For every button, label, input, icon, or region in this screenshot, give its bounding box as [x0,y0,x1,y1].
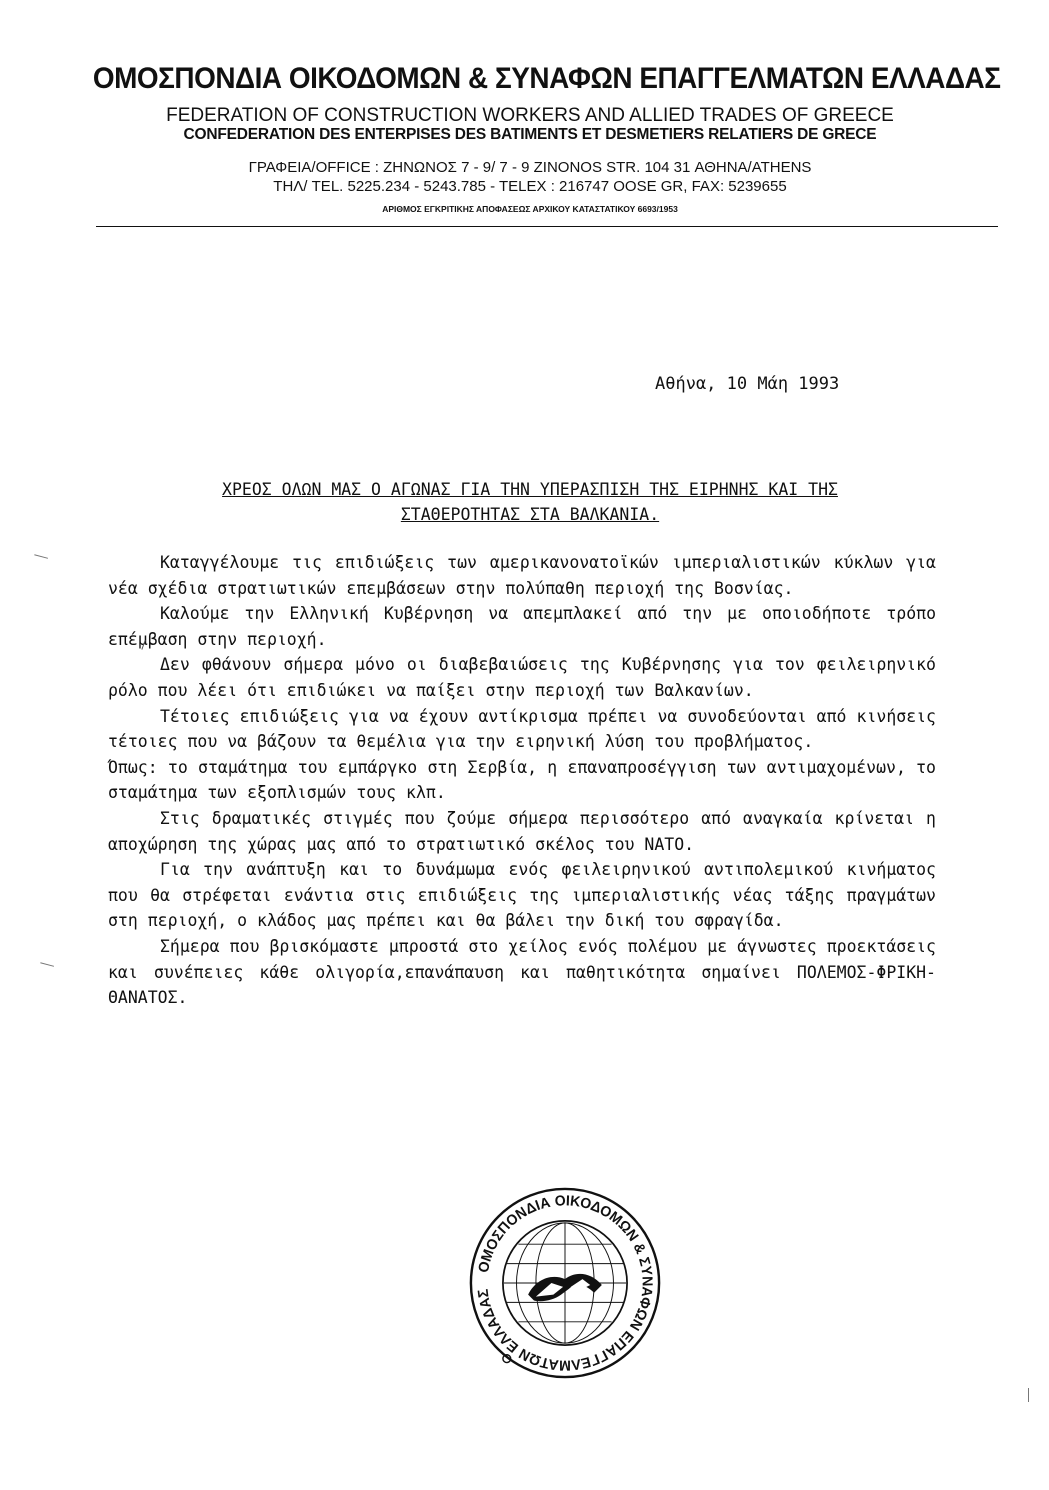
letterhead-registration: ΑΡΙΘΜΟΣ ΕΓΚΡΙΤΙΚΗΣ ΑΠΟΦΑΣΕΩΣ ΑΡΧΙΚΟΥ ΚΑΤΑΣΤΑΤΙΚΟΥ 6693/1953 [382,204,678,214]
paragraph: Όπως: το σταμάτημα του εμπάργκο στη Σερβία, η επαναπροσέγγιση των αντιμαχομένων, το σταμάτημα των εξοπλισμών τους κλπ. [108,757,936,803]
letterhead-office-address: ΓΡΑΦΕΙΑ/OFFICE : ΖΗΝΩΝΟΣ 7 - 9/ 7 - 9 ZINONOS STR. 104 31 ΑΘΗΝΑ/ATHENS [248,159,812,176]
seal-ring-text: ΟΜΟΣΠΟΝΔΙΑ ΟΙΚΟΔΟΜΩΝ & ΣΥΝΑΦΩΝ ΕΠΑΓΓΕΛΜΑΤΩΝ ΕΛΛΑΔΑΣ [475,1193,655,1373]
federation-seal-stamp [468,1186,662,1380]
scan-mark [1028,1388,1030,1402]
paragraph: Δεν φθάνουν σήμερα μόνο οι διαβεβαιώσεις της Κυβέρνησης για τον φειλειρηνικό ρόλο που λέει ότι επιδιώκει να παίξει στην περιοχή των Βαλκανίων. [108,655,936,700]
paragraph: Σήμερα που βρισκόμαστε μπροστά στο χείλος ενός πολέμου με άγνωστες προεκτάσεις και συνέπειες κάθε ολιγορία,επανάπαυση και παθητικότητα σημαίνει ΠΟΛΕΜΟΣ-ΦΡΙΚΗ-ΘΑΝΑΤΟΣ. [108,936,936,1008]
paragraph: Καλούμε την Ελληνική Κυβέρνηση να απεμπλακεί από την με οποιοδήποτε τρόπο επέμβαση στην περιοχή. [108,604,936,649]
letter-heading [100,477,960,527]
scan-mark [34,554,48,560]
scan-mark [40,962,54,968]
letterhead-divider [96,226,998,227]
letterhead-title-greek: ΟΜΟΣΠΟΝΔΙΑ ΟΙΚΟΔΟΜΩΝ & ΣΥΝΑΦΩΝ ΕΠΑΓΓΕΛΜΑΤΩΝ ΕΛΛΑΔΑΣ [92,62,1001,95]
paragraph: Τέτοιες επιδιώξεις για να έχουν αντίκρισμα πρέπει να συνοδεύονται από κινήσεις τέτοιες που να βάζουν τα θεμέλια για την ειρηνική λύση του προβλήματος. [108,706,936,752]
letterhead-title-french: CONFEDERATION DES ENTERPISES DES BATIMENTS ET DESMETIERS RELATIERS DE GRECE [183,126,877,143]
heading-line-1: ΧΡΕΟΣ ΟΛΩΝ ΜΑΣ Ο ΑΓΩΝΑΣ ΓΙΑ ΤΗΝ ΥΠΕΡΑΣΠΙΣΗ ΤΗΣ ΕΙΡΗΝΗΣ ΚΑΙ ΤΗΣ [222,480,838,499]
letterhead-title-english: FEDERATION OF CONSTRUCTION WORKERS AND ALLIED TRADES OF GREECE [166,105,894,126]
paragraph: Στις δραματικές στιγμές που ζούμε σήμερα περισσότερο από αναγκαία κρίνεται η αποχώρηση της χώρας μας από το στρατιωτικό σκέλος του ΝΑΤΟ. [108,808,936,854]
letter-date: Αθήνα, 10 Μάη 1993 [655,374,840,394]
paragraph: Για την ανάπτυξη και το δυνάμωμα ενός φειλειρηνικού αντιπολεμικού κινήματος που θα στρέφεται ενάντια στις επιδιώξεις της ιμπεριαλιστικής νέας τάξης πραγμάτων στη περιοχή, ο κλάδος μας πρέπει και θα βάλει την δική του σφραγίδα. [108,860,936,931]
letterhead-telephone: ΤΗΛ/ TEL. 5225.234 - 5243.785 - TELEX : 216747 OOSE GR, FAX: 5239655 [273,178,787,195]
heading-line-2: ΣΤΑΘΕΡΟΤΗΤΑΣ ΣΤΑ ΒΑΛΚΑΝΙΑ. [400,505,660,524]
paragraph: Καταγγέλουμε τις επιδιώξεις των αμερικανονατοϊκών ιμπεριαλιστικών κύκλων για νέα σχέδια στρατιωτικών επεμβάσεων στην πολύπαθη περιοχή της Βοσνίας. [108,553,936,598]
letter-body [108,550,936,1011]
